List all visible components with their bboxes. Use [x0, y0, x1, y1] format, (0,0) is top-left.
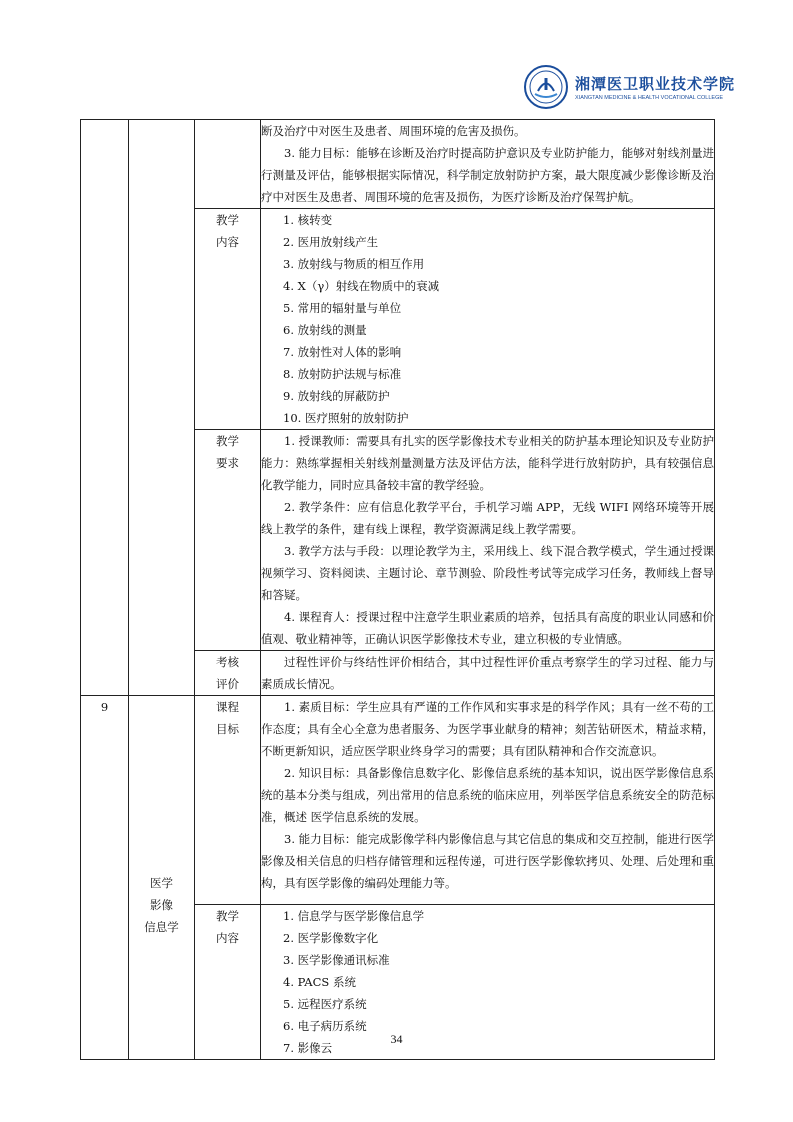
list-item: 4. PACS 系统 [283, 975, 356, 989]
course-name: 影像 [150, 898, 173, 912]
list-item: 3. 放射线与物质的相互作用 [283, 257, 425, 271]
content-label: 教学 [216, 213, 239, 227]
goals-text-cell [261, 120, 715, 209]
index-cell [81, 696, 129, 1060]
evaluation-label: 评价 [216, 677, 239, 691]
goals-label-cell [195, 696, 261, 905]
curriculum-table [80, 119, 715, 1060]
course-name: 医学 [150, 876, 173, 890]
requirement-text: 4. 课程育人：授课过程中注意学生职业素质的培养，包括具有高度的职业认同感和价值观、敬业精神等，正确认识医学影像技术专业，建立积极的专业情感。 [261, 610, 714, 646]
requirements-label: 教学 [216, 434, 239, 448]
list-item: 3. 医学影像通讯标准 [283, 953, 390, 967]
table-row-goals-continued [81, 120, 715, 209]
content-label: 内容 [216, 235, 239, 249]
goals-text-cell [261, 696, 715, 905]
requirement-text: 3. 教学方法与手段：以理论教学为主，采用线上、线下混合教学模式，学生通过授课视频学习、资料阅读、主题讨论、章节测验、阶段性考试等完成学习任务，教师线上督导和答疑。 [261, 544, 714, 602]
requirements-label-cell [195, 430, 261, 651]
list-item: 2. 医用放射线产生 [283, 235, 379, 249]
course-index: 9 [100, 700, 109, 714]
list-item: 2. 医学影像数字化 [283, 931, 379, 945]
course-name-cell [129, 120, 195, 696]
course-name: 信息学 [144, 920, 179, 934]
list-item: 4. X（γ）射线在物质中的衰减 [283, 279, 440, 293]
content-label: 内容 [216, 931, 239, 945]
page-number: 34 [390, 1032, 403, 1046]
goal-text: 3. 能力目标：能完成影像学科内影像信息与其它信息的集成和交互控制，能进行医学影像及相关信息的归档存储管理和远程传递，可进行医学影像软拷贝、处理、后处理和重构，具有医学影像的编码处理能力等。 [261, 832, 714, 890]
goal-text: 3. 能力目标：能够在诊断及治疗时提高防护意识及专业防护能力，能够对射线剂量进行测量及评估，能够根据实际情况，科学制定放射防护方案，最大限度减少影像诊断及治疗中对医生及患者、周围环境的危害及损伤，为医疗诊断及治疗保驾护航。 [261, 146, 714, 204]
goals-label-cell [195, 120, 261, 209]
course-name-cell [129, 696, 195, 1060]
requirements-text-cell [261, 430, 715, 651]
content-label: 教学 [216, 909, 239, 923]
list-item: 5. 远程医疗系统 [283, 997, 367, 1011]
list-item: 10. 医疗照射的放射防护 [283, 411, 409, 425]
list-item: 1. 核转变 [283, 213, 333, 227]
goal-text: 1. 素质目标：学生应具有严谨的工作作风和实事求是的科学作风；具有一丝不苟的工作态度；具有全心全意为患者服务、为医学事业献身的精神；刻苦钻研医术，精益求精，不断更新知识，适应医学职业终身学习的需要；具有团队精神和合作交流意识。 [261, 700, 714, 758]
evaluation-text-cell [261, 651, 715, 696]
requirement-text: 1. 授课教师：需要具有扎实的医学影像技术专业相关的防护基本理论知识及专业防护能力：熟练掌握相关射线剂量测量方法及评估方法，能科学进行放射防护，具有较强信息化教学能力，同时应具备较丰富的教学经验。 [261, 434, 714, 492]
list-item: 6. 电子病历系统 [283, 1019, 367, 1033]
school-name-en: XIANGTAN MEDICINE & HEALTH VOCATIONAL COLLEGE [575, 95, 724, 101]
list-item: 5. 常用的辐射量与单位 [283, 301, 402, 315]
evaluation-label: 考核 [216, 655, 239, 669]
requirement-text: 2. 教学条件：应有信息化教学平台，手机学习端 APP，无线 WIFI 网络环境等开展线上教学的条件，建有线上课程，教学资源满足线上教学需要。 [261, 500, 714, 536]
goals-label: 目标 [216, 722, 239, 736]
goals-label: 课程 [216, 700, 239, 714]
evaluation-label-cell [195, 651, 261, 696]
list-item: 1. 信息学与医学影像信息学 [283, 909, 425, 923]
requirements-label: 要求 [216, 456, 239, 470]
table-row-course-goals [81, 696, 715, 905]
index-cell [81, 120, 129, 696]
content-label-cell [195, 209, 261, 430]
list-item: 6. 放射线的测量 [283, 323, 367, 337]
list-item: 7. 放射性对人体的影响 [283, 345, 402, 359]
school-name-cn: 湘潭医卫职业技术学院 [575, 75, 736, 93]
list-item: 7. 影像云 [283, 1041, 333, 1055]
school-emblem-icon [523, 64, 569, 110]
goal-text: 2. 知识目标：具备影像信息数字化、影像信息系统的基本知识，说出医学影像信息系统的基本分类与组成，列出常用的信息系统的临床应用，列举医学信息系统安全的防范标准，概述 医学信息系统的发展。 [261, 766, 714, 824]
goal-text: 断及治疗中对医生及患者、周围环境的危害及损伤。 [261, 124, 526, 138]
list-item: 9. 放射线的屏蔽防护 [283, 389, 390, 403]
evaluation-text: 过程性评价与终结性评价相结合，其中过程性评价重点考察学生的学习过程、能力与素质成长情况。 [261, 655, 714, 691]
school-logo [523, 64, 735, 110]
content-list-cell [261, 209, 715, 430]
list-item: 8. 放射防护法规与标准 [283, 367, 402, 381]
